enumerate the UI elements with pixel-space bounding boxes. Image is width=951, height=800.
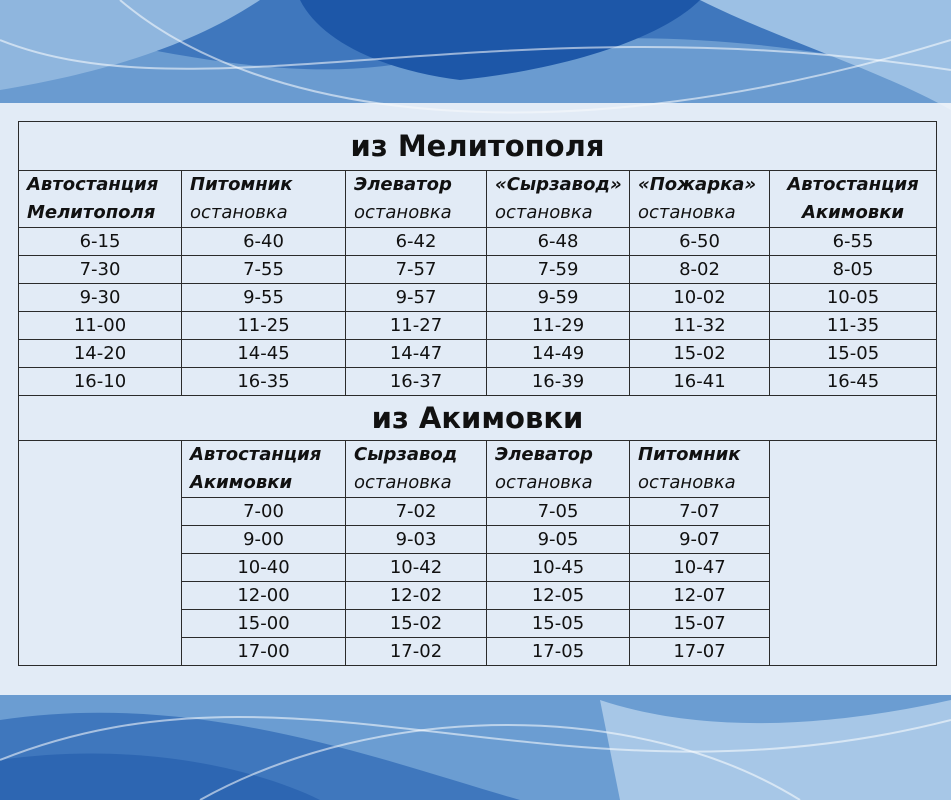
time-cell: 12-07 — [630, 582, 770, 610]
time-cell: 16-37 — [346, 368, 487, 396]
time-cell: 14-20 — [19, 340, 182, 368]
header-line1: Автостанция — [787, 174, 919, 195]
time-cell: 15-00 — [182, 610, 346, 638]
time-cell: 6-55 — [770, 228, 937, 256]
time-cell: 7-55 — [182, 256, 346, 284]
time-cell: 10-05 — [770, 284, 937, 312]
time-cell: 8-02 — [630, 256, 770, 284]
time-cell: 6-15 — [19, 228, 182, 256]
time-cell: 9-07 — [630, 526, 770, 554]
time-cell: 11-25 — [182, 312, 346, 340]
bus-timetable — [18, 121, 937, 666]
time-cell: 11-00 — [19, 312, 182, 340]
time-cell: 16-39 — [487, 368, 630, 396]
time-cell: 17-05 — [487, 638, 630, 666]
header-line1: Питомник — [638, 444, 741, 465]
time-cell: 15-05 — [770, 340, 937, 368]
time-cell: 7-30 — [19, 256, 182, 284]
time-cell: 14-47 — [346, 340, 487, 368]
time-cell: 11-32 — [630, 312, 770, 340]
header-line2: Акимовки — [190, 472, 293, 493]
header-line2: Мелитополя — [27, 202, 156, 223]
column-header — [770, 171, 937, 228]
header-line1: Сырзавод — [354, 444, 458, 465]
header-line1: Автостанция — [190, 444, 322, 465]
empty-cell — [770, 441, 937, 666]
time-cell: 9-55 — [182, 284, 346, 312]
time-cell: 12-02 — [346, 582, 487, 610]
header-line2: остановка — [495, 202, 593, 223]
time-cell: 7-59 — [487, 256, 630, 284]
header-line1: Элеватор — [495, 444, 593, 465]
time-cell: 15-05 — [487, 610, 630, 638]
column-header — [487, 171, 630, 228]
time-cell: 9-57 — [346, 284, 487, 312]
section-title-row — [19, 122, 937, 171]
time-cell: 6-40 — [182, 228, 346, 256]
table-row — [19, 340, 937, 368]
time-cell: 6-42 — [346, 228, 487, 256]
time-cell: 9-59 — [487, 284, 630, 312]
time-cell: 10-42 — [346, 554, 487, 582]
table-row — [19, 368, 937, 396]
time-cell: 7-57 — [346, 256, 487, 284]
time-cell: 14-45 — [182, 340, 346, 368]
time-cell: 11-29 — [487, 312, 630, 340]
time-cell: 8-05 — [770, 256, 937, 284]
time-cell: 12-05 — [487, 582, 630, 610]
section-title-row — [19, 396, 937, 441]
time-cell: 10-45 — [487, 554, 630, 582]
time-cell: 16-45 — [770, 368, 937, 396]
section-title-from-melitopol: из Мелитополя — [19, 122, 937, 171]
header-line1: Автостанция — [27, 174, 159, 195]
column-header — [630, 441, 770, 498]
header-row-from-melitopol — [19, 171, 937, 228]
time-cell: 10-40 — [182, 554, 346, 582]
header-row-from-akimovka — [19, 441, 937, 498]
time-cell: 15-07 — [630, 610, 770, 638]
header-line2: Акимовки — [801, 202, 905, 223]
header-line1: Питомник — [190, 174, 293, 195]
time-cell: 15-02 — [346, 610, 487, 638]
time-cell: 14-49 — [487, 340, 630, 368]
header-line2: остановка — [495, 472, 593, 493]
time-cell: 10-47 — [630, 554, 770, 582]
time-cell: 15-02 — [630, 340, 770, 368]
column-header — [182, 171, 346, 228]
column-header — [19, 171, 182, 228]
time-cell: 12-00 — [182, 582, 346, 610]
table-row — [19, 228, 937, 256]
time-cell: 7-05 — [487, 498, 630, 526]
time-cell: 17-07 — [630, 638, 770, 666]
time-cell: 10-02 — [630, 284, 770, 312]
header-line1: «Пожарка» — [638, 174, 757, 195]
column-header — [630, 171, 770, 228]
time-cell: 9-03 — [346, 526, 487, 554]
time-cell: 7-07 — [630, 498, 770, 526]
time-cell: 17-00 — [182, 638, 346, 666]
time-cell: 11-27 — [346, 312, 487, 340]
header-line2: остановка — [190, 202, 288, 223]
empty-cell — [19, 441, 182, 666]
time-cell: 16-10 — [19, 368, 182, 396]
table-row — [19, 284, 937, 312]
time-cell: 17-02 — [346, 638, 487, 666]
time-cell: 9-00 — [182, 526, 346, 554]
column-header — [487, 441, 630, 498]
column-header — [346, 441, 487, 498]
time-cell: 7-00 — [182, 498, 346, 526]
time-cell: 11-35 — [770, 312, 937, 340]
table-row — [19, 256, 937, 284]
time-cell: 16-35 — [182, 368, 346, 396]
header-line2: остановка — [638, 472, 736, 493]
time-cell: 6-50 — [630, 228, 770, 256]
header-line1: Элеватор — [354, 174, 452, 195]
header-line2: остановка — [638, 202, 736, 223]
column-header — [182, 441, 346, 498]
time-cell: 7-02 — [346, 498, 487, 526]
section-title-from-akimovka: из Акимовки — [19, 396, 937, 441]
time-cell: 16-41 — [630, 368, 770, 396]
header-line2: остановка — [354, 202, 452, 223]
time-cell: 9-30 — [19, 284, 182, 312]
table-row — [19, 312, 937, 340]
header-line1: «Сырзавод» — [495, 174, 622, 195]
header-line2: остановка — [354, 472, 452, 493]
time-cell: 6-48 — [487, 228, 630, 256]
column-header — [346, 171, 487, 228]
time-cell: 9-05 — [487, 526, 630, 554]
